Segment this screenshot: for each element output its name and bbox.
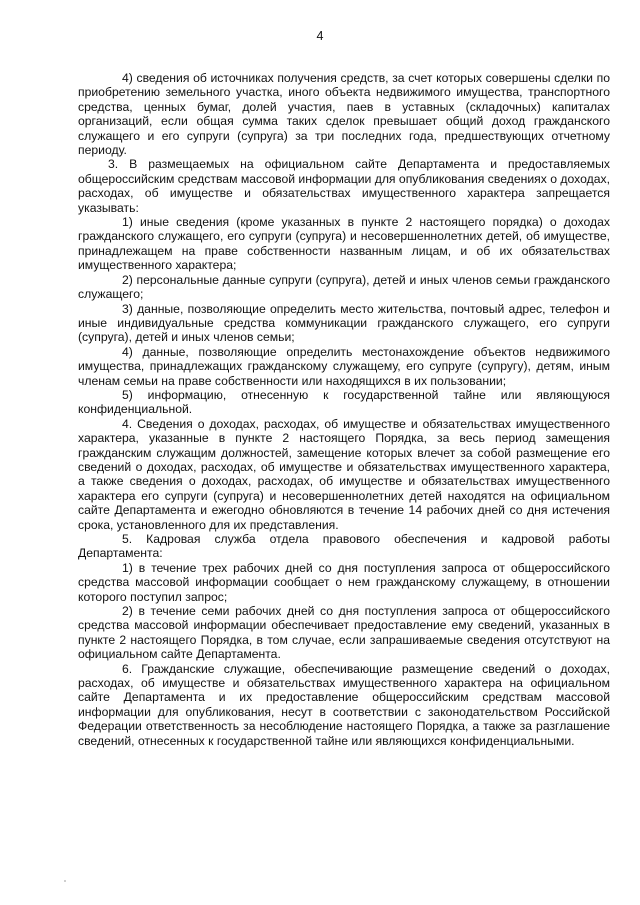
paragraph-3-item-1: 1) иные сведения (кроме указанных в пункте 2 настоящего порядка) о доходах гражданского служащего, его супруги (супруга) и несовершеннолетних детей, об имуществе, принадлежащем на праве собственности названным лицам, и об их обязательствах имущественного характера; [78,215,610,273]
page-number: 4 [316,29,324,43]
paragraph-sources-of-funds: 4) сведения об источниках получения средств, за счет которых совершены сделки по приобретению земельного участка, иного объекта недвижимого имущества, транспортного средства, ценных бумаг, долей участия, паев в уставных (складочных) капиталах организаций, если общая сумма таких сделок превышает общий доход гражданского служащего и его супруги (супруга) за три последних года, предшествующих отчетному периоду. [78,71,610,158]
paragraph-section-6: 6. Гражданские служащие, обеспечивающие размещение сведений о доходах, расходах, об имуществе и обязательствах имущественного характера на официальном сайте Департамента и их предоставление общероссийским средствам массовой информации для опубликования, несут в соответствии с законодательством Российской Федерации ответственность за несоблюдение настоящего Порядка, а также за разглашение сведений, отнесенных к государственной тайне или являющихся конфиденциальными. [78,661,610,748]
paragraph-5-item-1: 1) в течение трех рабочих дней со дня поступления запроса от общероссийского средства массовой информации сообщает о нем гражданскому служащему, в отношении которого поступил запрос; [78,560,610,604]
paragraph-5-item-2: 2) в течение семи рабочих дней со дня поступления запроса от общероссийского средства массовой информации обеспечивает предоставление ему сведений, указанных в пункте 2 настоящего Порядка, в том случае, если запрашиваемые сведения отсутствуют на официальном сайте Департамента. [78,604,610,662]
paragraph-3-item-4: 4) данные, позволяющие определить местонахождение объектов недвижимого имущества, принадлежащих гражданскому служащему, его супруге (супругу), детям, иным членам семьи на праве собственности или находящихся в их пользовании; [78,344,610,388]
document-body [78,71,610,748]
paragraph-3-item-5: 5) информацию, отнесенную к государственной тайне или являющуюся конфиденциальной. [78,387,610,417]
paragraph-section-5: 5. Кадровая служба отдела правового обеспечения и кадровой работы Департамента: [78,532,610,561]
scan-dot [64,880,66,882]
paragraph-3-item-2: 2) персональные данные супруги (супруга), детей и иных членов семьи гражданского служащего; [78,272,610,302]
paragraph-section-3: 3. В размещаемых на официальном сайте Департамента и предоставляемых общероссийским средствам массовой информации для опубликования сведениях о доходах, расходах, об имуществе и обязательствах имущественного характера запрещается указывать: [78,157,610,215]
paragraph-3-item-3: 3) данные, позволяющие определить место жительства, почтовый адрес, телефон и иные индивидуальные средства коммуникации гражданского служащего, его супруги (супруга), детей и иных членов семьи; [78,301,610,345]
paragraph-section-4: 4. Сведения о доходах, расходах, об имуществе и обязательствах имущественного характера, указанные в пункте 2 настоящего Порядка, за весь период замещения гражданским служащим должностей, замещение которых влечет за собой размещение его сведений о доходах, расходах, об имуществе и обязательствах имущественного характера, а также сведения о доходах, расходах, об имуществе и обязательствах имущественного характера его супруги (супруга) и несовершеннолетних детей находятся на официальном сайте Департамента и ежегодно обновляются в течение 14 рабочих дней со дня истечения срока, установленного для их представления. [78,416,610,532]
